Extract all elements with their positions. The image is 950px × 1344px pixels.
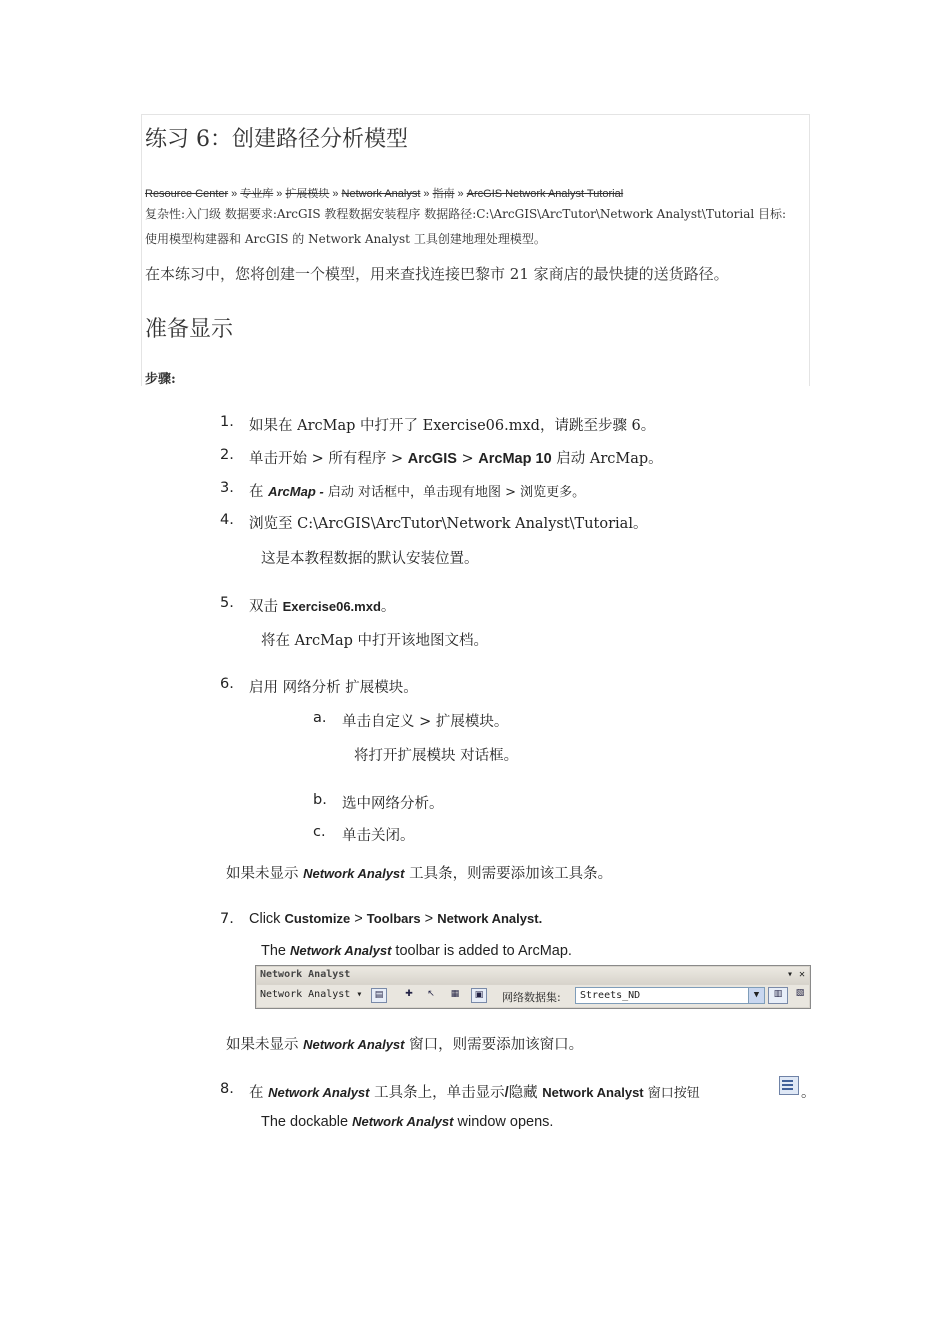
network-analyst-menu[interactable]: Network Analyst ▾: [260, 989, 363, 1000]
breadcrumb-item[interactable]: 指南: [432, 187, 455, 200]
header-box: [141, 114, 810, 386]
step-note: 将在 ArcMap 中打开该地图文档。: [261, 633, 489, 649]
text-run: 启动 ArcMap。: [551, 451, 663, 467]
text-run: 如果未显示: [226, 1037, 304, 1053]
breadcrumb-sep: »: [231, 188, 238, 200]
toolbar-titlebar: [257, 967, 809, 983]
network-analyst-toolbar: [255, 965, 811, 1009]
substep-number: b.: [313, 792, 327, 808]
step-text: 浏览至 C:\ArcGIS\ArcTutor\Network Analyst\Tutorial。: [249, 516, 648, 532]
text-bold: Exercise06.mxd: [282, 599, 381, 614]
substep-note: 将打开扩展模块 对话框。: [354, 748, 519, 764]
toolbar-window-buttons[interactable]: ▾ ✕: [786, 969, 805, 980]
chevron-down-icon[interactable]: ▼: [748, 988, 764, 1003]
breadcrumb-item[interactable]: 专业库: [240, 187, 274, 200]
select-move-icon[interactable]: ↖: [427, 989, 435, 999]
text-bold: ArcMap 10: [478, 451, 552, 467]
meta-line: 复杂性:入门级 数据要求:ArcGIS 教程数据安装程序 数据路径:C:\ArcGIS\ArcTutor\Network Analyst\Tutorial 目标:: [145, 207, 787, 221]
intro-text: 在本练习中，您将创建一个模型，用来查找连接巴黎市 21 家商店的最快捷的送货路径。: [145, 265, 729, 283]
step-number: 7.: [220, 911, 234, 927]
text-run: 工具条，则需要添加该工具条。: [404, 866, 613, 882]
build-network-icon[interactable]: ▦: [450, 989, 460, 999]
text-run: 双击: [249, 599, 283, 615]
text-bold: ArcGIS: [407, 451, 457, 467]
breadcrumb: [145, 185, 623, 201]
show-hide-window-icon: [779, 1076, 799, 1095]
text-run: 在: [249, 484, 269, 500]
page-title: 练习 6：创建路径分析模型: [145, 127, 408, 152]
step-text: [249, 1081, 700, 1102]
network-dataset-select[interactable]: [575, 987, 765, 1004]
breadcrumb-item[interactable]: ArcGIS Network Analyst Tutorial: [466, 188, 624, 200]
solve-icon[interactable]: ▣: [471, 988, 487, 1003]
text-run: 启动 对话框中，单击现有地图 > 浏览更多。: [323, 485, 586, 500]
text-bold-italic: Network Analyst: [290, 943, 392, 958]
substep-text: 选中网络分析。: [342, 796, 444, 812]
step-text: [249, 480, 585, 501]
text-run: 如果未显示: [226, 866, 304, 882]
step-number: 3.: [220, 480, 234, 496]
breadcrumb-item[interactable]: Resource Center: [145, 188, 229, 200]
step-text: [249, 595, 395, 616]
text-bold: Customize: [284, 911, 351, 926]
steps-label: 步骤:: [145, 372, 176, 387]
section-title: 准备显示: [145, 317, 234, 342]
step-number: 2.: [220, 447, 234, 463]
new-location-icon[interactable]: ✚: [405, 989, 413, 999]
text-run: window opens.: [453, 1114, 554, 1130]
text-run: 单击开始 > 所有程序 >: [249, 451, 408, 467]
step-number: 4.: [220, 512, 234, 528]
step-note: 这是本教程数据的默认安装位置。: [261, 551, 479, 567]
text-bold: Toolbars: [366, 911, 421, 926]
text-run: >: [420, 911, 438, 927]
text-run: toolbar is added to ArcMap.: [391, 943, 572, 959]
window-icon[interactable]: ▥: [768, 987, 788, 1004]
network-dataset-value: Streets_ND: [580, 990, 641, 1001]
solver-icon[interactable]: ▤: [371, 988, 387, 1003]
toolbar-row: [257, 985, 809, 1007]
text-bold-italic: Network Analyst: [268, 1085, 370, 1100]
text-bold-italic: Network Analyst: [303, 866, 405, 881]
breadcrumb-sep: »: [423, 188, 430, 200]
text-bold-italic: Network Analyst: [352, 1114, 454, 1129]
directions-icon[interactable]: ▧: [795, 988, 805, 998]
text-run: 隐藏: [508, 1085, 543, 1101]
step-text: 启用 网络分析 扩展模块。: [249, 680, 418, 696]
substep-number: c.: [313, 824, 326, 840]
breadcrumb-item[interactable]: Network Analyst: [341, 188, 421, 200]
substep-text: 单击自定义 > 扩展模块。: [342, 714, 509, 730]
step-text: [249, 447, 663, 468]
toolbar-title: Network Analyst: [260, 969, 351, 980]
substep-text: 单击关闭。: [342, 828, 415, 844]
text-run: The dockable: [261, 1114, 353, 1130]
dataset-label: 网络数据集:: [502, 991, 561, 1004]
step-number: 1.: [220, 414, 234, 430]
step-note: [261, 943, 572, 959]
text-bold-italic: ArcMap -: [268, 484, 324, 499]
step-note: [261, 1114, 553, 1130]
text-run: >: [456, 451, 479, 467]
note-text: [226, 1033, 583, 1054]
text-run: 窗口按钮: [643, 1086, 700, 1101]
text-bold: Network Analyst: [542, 1085, 644, 1100]
text-run: 窗口，则需要添加该窗口。: [404, 1037, 584, 1053]
step-text: 如果在 ArcMap 中打开了 Exercise06.mxd，请跳至步骤 6。: [249, 418, 656, 434]
text-run: 工具条上，单击显示: [369, 1085, 505, 1101]
breadcrumb-sep: »: [276, 188, 283, 200]
text-run: 。: [801, 1085, 816, 1101]
meta-line: 使用模型构建器和 ArcGIS 的 Network Analyst 工具创建地理处理模型。: [145, 232, 546, 246]
step-number: 8.: [220, 1081, 234, 1097]
step-number: 6.: [220, 676, 234, 692]
note-text: [226, 862, 612, 883]
text-run: Click: [249, 911, 285, 927]
text-bold: /: [504, 1085, 509, 1101]
text-run: The: [261, 943, 291, 959]
step-number: 5.: [220, 595, 234, 611]
breadcrumb-sep: »: [332, 188, 339, 200]
breadcrumb-item[interactable]: 扩展模块: [285, 187, 330, 200]
substep-number: a.: [313, 710, 327, 726]
text-run: 。: [380, 599, 396, 615]
step-text: [249, 911, 542, 927]
text-run: >: [350, 911, 367, 927]
text-bold-italic: Network Analyst: [303, 1037, 405, 1052]
text-bold: Network Analyst.: [437, 911, 543, 926]
text-run: 在: [249, 1085, 269, 1101]
breadcrumb-sep: »: [457, 188, 464, 200]
